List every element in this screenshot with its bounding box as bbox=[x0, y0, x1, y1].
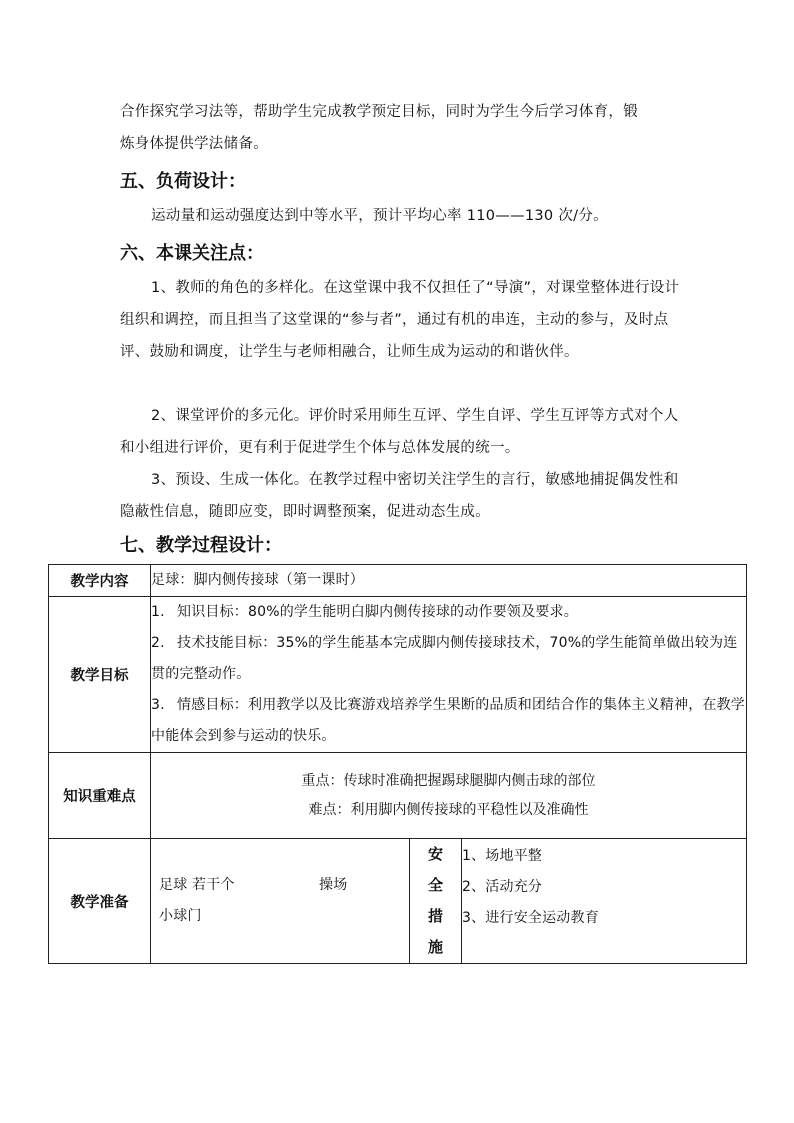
lesson-plan-table bbox=[48, 564, 747, 964]
goal-item-2: 2. 技术技能目标：35%的学生能基本完成脚内侧传接球技术，70%的学生能简单做出较为连贯的完整动作。 bbox=[151, 635, 738, 682]
safety-item-2: 2、活动充分 bbox=[462, 879, 543, 895]
prep-label: 教学准备 bbox=[49, 839, 151, 964]
prep-field: 操场 bbox=[319, 877, 348, 893]
safety-label: 安 全 措 施 bbox=[410, 839, 462, 964]
section-6-point-1: 1、教师的角色的多样化。在这堂课中我不仅担任了“导演”，对课堂整体进行设计组织和调控，而且担当了这堂课的“参与者”，通过有机的串连，主动的参与，及时点评、鼓励和调度，让学生与老师相融合，让师生成为运动的和谐伙伴。 bbox=[120, 280, 680, 360]
prep-items bbox=[151, 839, 410, 964]
row-key-points bbox=[49, 753, 747, 839]
content-label: 教学内容 bbox=[49, 565, 151, 597]
row-goals bbox=[49, 597, 747, 753]
row-preparation bbox=[49, 839, 747, 964]
safety-item-1: 1、场地平整 bbox=[462, 848, 543, 864]
keypoints-label: 知识重难点 bbox=[49, 753, 151, 839]
content-value: 足球：脚内侧传接球（第一课时） bbox=[151, 565, 747, 597]
safety-items bbox=[462, 839, 747, 964]
goal-item-3: 3. 情感目标：利用教学以及比赛游戏培养学生果断的品质和团结合作的集体主义精神，在教学中能体会到参与运动的快乐。 bbox=[151, 697, 745, 744]
row-content bbox=[49, 565, 747, 597]
section-5-heading: 五、负荷设计： bbox=[120, 171, 246, 192]
difficult-point: 难点：利用脚内侧传接球的平稳性以及准确性 bbox=[308, 801, 589, 818]
prep-line-1 bbox=[159, 870, 409, 901]
goal-item-1: 1. 知识目标：80%的学生能明白脚内侧传接球的动作要领及要求。 bbox=[151, 604, 578, 620]
intro-line-2: 炼身体提供学法储备。 bbox=[120, 136, 268, 152]
section-5-text: 运动量和运动强度达到中等水平，预计平均心率 110——130 次/分。 bbox=[151, 208, 608, 224]
section-6-point-3: 3、预设、生成一体化。在教学过程中密切关注学生的言行，敏感地捕捉偶发性和隐蔽性信息，随即应变，即时调整预案，促进动态生成。 bbox=[120, 472, 679, 520]
intro-line-1: 合作探究学习法等，帮助学生完成教学预定目标，同时为学生今后学习体育，锻 bbox=[120, 104, 638, 120]
goals-label: 教学目标 bbox=[49, 597, 151, 753]
section-7-heading: 七、教学过程设计： bbox=[120, 535, 282, 556]
safety-item-3: 3、进行安全运动教育 bbox=[462, 910, 599, 926]
prep-goal: 小球门 bbox=[159, 908, 202, 924]
section-6-point-2: 2、课堂评价的多元化。评价时采用师生互评、学生自评、学生互评等方式对个人和小组进行评价，更有利于促进学生个体与总体发展的统一。 bbox=[120, 408, 679, 456]
section-6-heading: 六、本课关注点： bbox=[120, 243, 264, 264]
goals-list bbox=[151, 597, 747, 753]
prep-balls: 足球 若干个 bbox=[159, 877, 235, 893]
keypoints-cell bbox=[151, 753, 747, 839]
key-point: 重点：传球时准确把握踢球腿脚内侧击球的部位 bbox=[301, 772, 596, 789]
